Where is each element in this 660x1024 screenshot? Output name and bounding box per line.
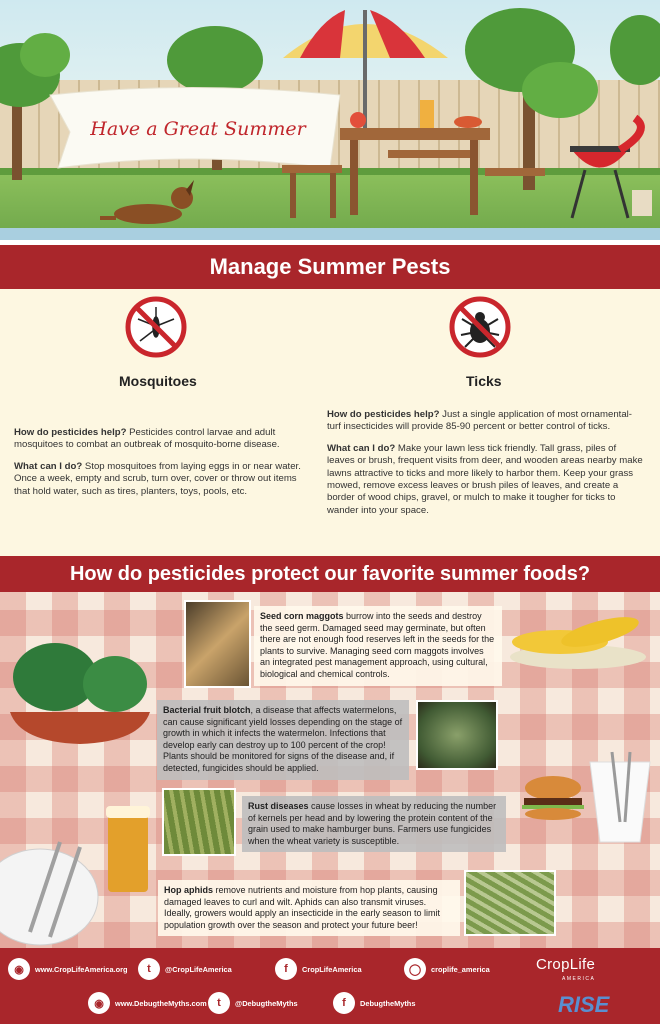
plate xyxy=(0,842,98,945)
ticks-help xyxy=(327,409,645,434)
facebook-icon: f xyxy=(333,992,355,1014)
seed-corn-maggots-text: burrow into the seeds and destroy the seed germ. Damaged seed may germinate, but often there are not enough food reserves left in the seeds for the plants to survive. Managing seed corn maggots involves an integrated pest management approach, using cultural, biological and chemical controls. xyxy=(260,611,495,679)
watermelon-bowl xyxy=(10,643,150,744)
mosquitoes-help-text: Pesticides control larvae and adult mosquitoes to combat an outbreak of mosquito-borne disease. xyxy=(14,427,280,451)
twitter-icon: t xyxy=(208,992,230,1014)
footer-link-text: CropLifeAmerica xyxy=(302,964,362,974)
globe-icon: ◉ xyxy=(88,992,110,1014)
footer-link-text: www.CropLifeAmerica.org xyxy=(35,964,128,974)
grill xyxy=(570,118,652,218)
twitter-icon: t xyxy=(138,958,160,980)
bacterial-fruit-blotch-card xyxy=(157,700,409,780)
footer-link-croplife-twitter[interactable] xyxy=(138,958,232,980)
rust-diseases-text: cause losses in wheat by reducing the number of kernels per head and by lowering the protein content of the grain used to make hamburger buns. Farmers use fungicides when the wheat variety is susceptible. xyxy=(248,801,497,846)
mosquitoes-text xyxy=(14,427,314,507)
section-title-pests: Manage Summer Pests xyxy=(0,245,660,289)
ticks-title: Ticks xyxy=(466,373,502,389)
ticks-text xyxy=(327,409,645,526)
ticks-do-label: What can I do? xyxy=(327,442,396,454)
banner-text: Have a Great Summer xyxy=(90,118,306,140)
ticks-help-text: Just a single application of most ornamental-turf insecticides will provide 85-90 percent or better control of ticks. xyxy=(327,409,632,433)
mosquitoes-do xyxy=(14,461,314,498)
mosquitoes-do-text: Stop mosquitoes from laying eggs in or near water. Once a week, empty and scrub, turn over, cover or throw out items that hold water, such as tires, planters, toys, pools, etc. xyxy=(14,460,301,497)
burger xyxy=(522,776,584,820)
dog xyxy=(100,180,194,224)
tree-right xyxy=(465,8,660,190)
rise-logo: RISE xyxy=(558,992,610,1017)
footer-link-text: @DebugtheMyths xyxy=(235,998,298,1008)
backyard-scene xyxy=(0,0,660,240)
napkin-cutlery xyxy=(590,752,650,842)
wheat-rust-photo xyxy=(162,788,236,856)
seed-corn-maggots-card xyxy=(254,606,502,686)
mosquitoes-help-label: How do pesticides help? xyxy=(14,427,127,438)
instagram-icon: ◯ xyxy=(404,958,426,980)
mosquitoes-help xyxy=(14,427,314,452)
footer-link-text: www.DebugtheMyths.com xyxy=(115,998,207,1008)
rust-diseases-card xyxy=(242,796,506,852)
footer-link-croplife-instagram[interactable] xyxy=(404,958,490,980)
bacterial-fruit-blotch-text: , a disease that affects watermelons, can cause significant yield losses depending on the stage of growth in which it infects the watermelon. Infections that develop early can destroy up to 100 percent of the crop! Plants should be monitored for signs of the disease and, if detected, fungicides should be applied. xyxy=(163,705,403,773)
ticks-do-text: Make your lawn less tick friendly. Tall grass, piles of leaves or brush, frequent visits from deer, and wooden areas nearby make lawns attractive to ticks and more likely to harbor them. Keep your grass mowed, remove excess leaves or brush piles of leaves, and create a border of wood chips, gravel, or mulch to make it tougher for ticks to wander into your space. xyxy=(327,442,643,516)
footer-link-croplife-web[interactable] xyxy=(8,958,128,980)
croplife-logo: CropLife xyxy=(536,956,596,973)
seed-corn-maggot-photo xyxy=(184,600,251,688)
footer-link-text: @CropLifeAmerica xyxy=(165,964,232,974)
beer-glass xyxy=(106,806,150,892)
bacterial-fruit-blotch-label: Bacterial fruit blotch xyxy=(163,705,251,715)
footer-link-croplife-facebook[interactable] xyxy=(275,958,362,980)
mosquitoes-do-label: What can I do? xyxy=(14,460,83,472)
footer-link-text: croplife_america xyxy=(431,964,490,974)
ticks-help-label: How do pesticides help? xyxy=(327,409,440,420)
footer-link-debug-web[interactable] xyxy=(88,992,207,1014)
pests-section xyxy=(0,289,660,556)
fruit-blotch-photo xyxy=(416,700,498,770)
section-title-foods: How do pesticides protect our favorite summer foods? xyxy=(0,556,660,592)
facebook-icon: f xyxy=(275,958,297,980)
croplife-logo-sub: AMERICA xyxy=(562,976,596,982)
no-tick-icon xyxy=(448,295,512,359)
hop-aphids-photo xyxy=(464,870,556,936)
rust-diseases-label: Rust diseases xyxy=(248,801,309,811)
corn-plate xyxy=(510,611,646,669)
footer xyxy=(0,948,660,1024)
no-mosquito-icon xyxy=(124,295,188,359)
footer-link-debug-twitter[interactable] xyxy=(208,992,298,1014)
ticks-do xyxy=(327,443,645,517)
hop-aphids-card xyxy=(158,880,460,936)
hop-aphids-label: Hop aphids xyxy=(164,885,213,895)
footer-link-debug-facebook[interactable] xyxy=(333,992,415,1014)
globe-icon: ◉ xyxy=(8,958,30,980)
foods-section xyxy=(0,592,660,948)
footer-link-text: DebugtheMyths xyxy=(360,998,416,1008)
mosquitoes-title: Mosquitoes xyxy=(119,373,197,389)
seed-corn-maggots-label: Seed corn maggots xyxy=(260,611,344,621)
hop-aphids-text: remove nutrients and moisture from hop plants, causing damaged leaves to curl and wilt. Aphids can also transmit viruses. Ideally, growers would apply an insecticide in the early season to limit population growth over the season and protect your future beer! xyxy=(164,885,440,930)
